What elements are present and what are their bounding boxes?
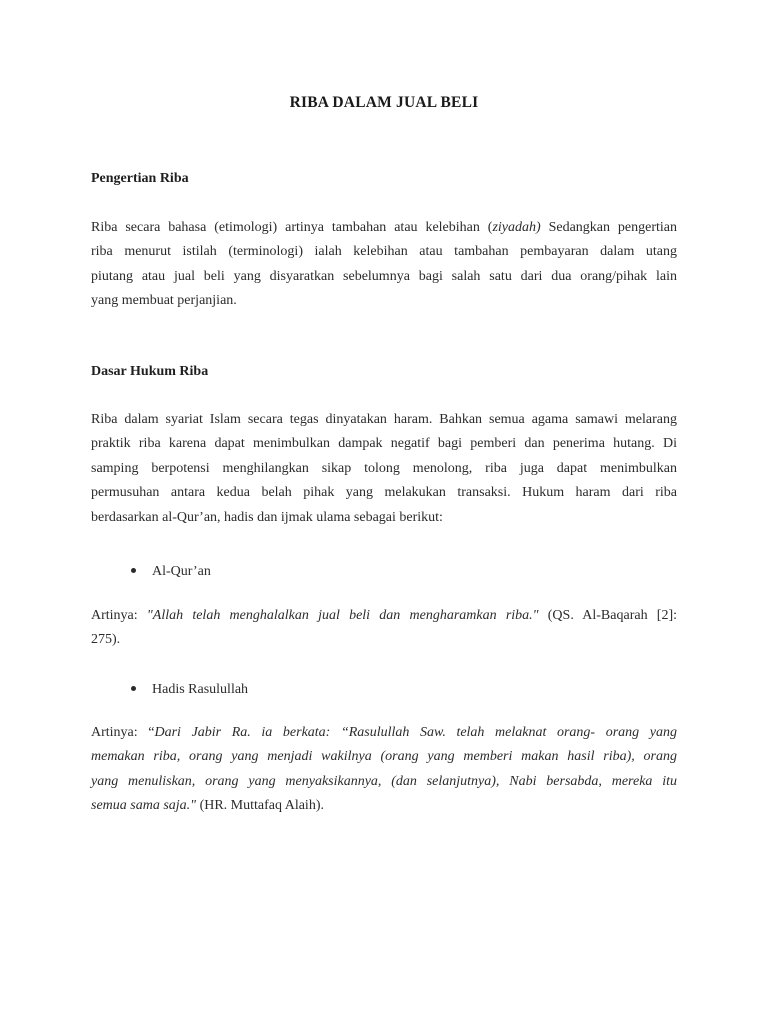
citation-text: (HR. Muttafaq Alaih). [196, 798, 324, 814]
heading-pengertian-riba: Pengertian Riba [91, 171, 189, 186]
paragraph-line: berdasarkan al-Qur’an, hadis dan ijmak ulama sebagai berikut: [91, 509, 443, 525]
paragraph-line: piutang atau jual beli yang disyaratkan sebelumnya bagi salah satu dari dua orang/pihak lain [91, 268, 677, 284]
paragraph-line [91, 721, 677, 745]
text-run: Artinya: [91, 608, 147, 623]
document-title: RIBA DALAM JUAL BELI [289, 94, 479, 111]
paragraph-pengertian [91, 216, 677, 314]
quote-text: Dari Jabir Ra. ia berkata: “Rasulullah Saw. telah melaknat orang- orang yang [154, 725, 677, 740]
bullet-icon [131, 686, 136, 691]
italic-term-ziyadah: ziyadah) [492, 220, 541, 235]
quote-text: yang menuliskan, orang yang menyaksikannya, (dan selanjutnya), Nabi bersabda, mereka itu [91, 773, 677, 789]
paragraph-line: Riba dalam syariat Islam secara tegas dinyatakan haram. Bahkan semua agama samawi melarang [91, 412, 677, 427]
paragraph-hadis-quote [91, 721, 677, 819]
quote-text: "Allah telah menghalalkan jual beli dan mengharamkan riba." [146, 608, 539, 623]
citation-text: (QS. Al-Baqarah [2]: [538, 608, 678, 623]
heading-dasar-hukum-riba: Dasar Hukum Riba [91, 364, 209, 379]
paragraph-line: riba menurut istilah (terminologi) ialah kelebihan atau tambahan pembayaran dalam utang [91, 244, 677, 260]
paragraph-line: samping berpotensi menghilangkan sikap tolong menolong, riba juga dapat menimbulkan [91, 460, 677, 476]
paragraph-line: permusuhan antara kedua belah pihak yang melakukan transaksi. Hukum haram dari riba [91, 485, 677, 501]
list-item-label: Al-Qur’an [152, 564, 211, 579]
paragraph-line [91, 745, 677, 769]
list-item-al-quran [131, 564, 211, 580]
text-run: Sedangkan pengertian [540, 220, 677, 235]
text-run: Riba secara bahasa (etimologi) artinya tambahan atau kelebihan ( [91, 220, 493, 235]
quote-text: semua sama saja." [91, 798, 197, 814]
list-item-label: Hadis Rasulullah [152, 682, 249, 697]
paragraph-line [91, 770, 677, 794]
paragraph-line: yang membuat perjanjian. [91, 293, 237, 309]
bullet-icon [131, 568, 136, 573]
paragraph-line [91, 604, 677, 628]
paragraph-line [91, 794, 677, 818]
paragraph-quran-quote [91, 604, 677, 653]
text-run: Artinya: “ [91, 725, 155, 740]
quote-text: memakan riba, orang yang menjadi wakilnya (orang yang memberi makan hasil riba), orang [91, 749, 677, 765]
list-item-hadis-rasulullah [131, 682, 248, 698]
paragraph-line: 275). [91, 632, 121, 648]
paragraph-line [91, 216, 677, 240]
paragraph-dasar-hukum [91, 408, 677, 530]
paragraph-line: praktik riba karena dapat menimbulkan dampak negatif bagi pemberi dan penerima hutang. Di [91, 436, 677, 452]
